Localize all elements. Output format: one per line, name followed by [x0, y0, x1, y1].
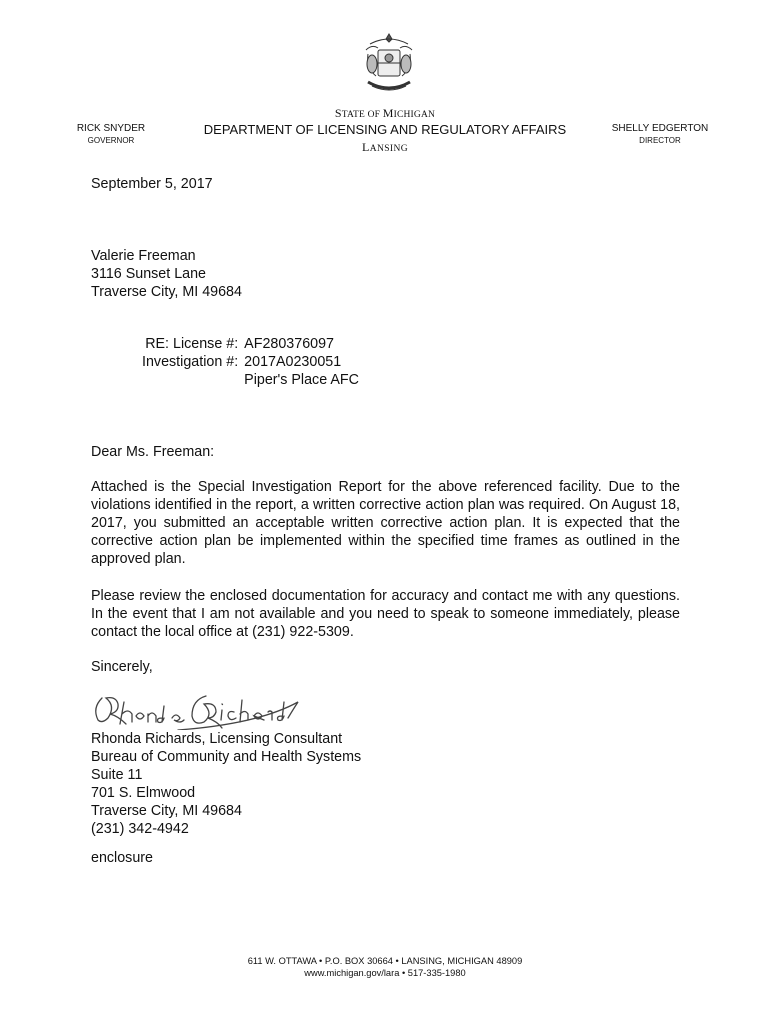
- body-paragraph: Attached is the Special Investigation Report for the above referenced facility. Due to the violations identified in the report, a written corrective action plan was required. On August 18, 2017, you submitted an acceptable written corrective action plan. It is expected that the corrective action plan be implemented within the specified time frames as outlined in the approved plan.: [91, 479, 680, 567]
- investigation-value: 2017A0230051: [244, 354, 342, 370]
- governor-name: RICK SNYDER: [76, 123, 146, 134]
- michigan-state-seal-icon: [358, 30, 420, 100]
- license-label: RE: License #:: [145, 336, 239, 352]
- director-title: DIRECTOR: [639, 136, 681, 145]
- recipient-street: 3116 Sunset Lane: [91, 266, 207, 282]
- signer-suite: Suite 11: [91, 767, 143, 783]
- signer-bureau: Bureau of Community and Health Systems: [91, 749, 362, 765]
- signer-block: [91, 730, 361, 838]
- investigation-label: Investigation #:: [142, 354, 239, 370]
- governor-title: GOVERNOR: [87, 136, 135, 145]
- handwritten-signature: [88, 688, 300, 730]
- salutation: Dear Ms. Freeman:: [91, 444, 215, 460]
- enclosure-note: enclosure: [91, 850, 153, 866]
- recipient-city: Traverse City, MI 49684: [91, 284, 242, 300]
- recipient-name: Valerie Freeman: [91, 248, 196, 264]
- footer-contact: www.michigan.gov/lara • 517-335-1980: [304, 968, 466, 978]
- letter-date: September 5, 2017: [91, 176, 213, 192]
- footer-address: 611 W. OTTAWA • P.O. BOX 30664 • LANSING, MICHIGAN 48909: [247, 956, 523, 966]
- signer-phone: (231) 342-4942: [91, 821, 189, 837]
- license-value: AF280376097: [244, 336, 335, 352]
- state-of-michigan-heading: STATE OF MICHIGAN: [334, 106, 436, 120]
- department-name: DEPARTMENT OF LICENSING AND REGULATORY AFFAIRS: [203, 122, 567, 137]
- city-heading: LANSING: [361, 140, 409, 154]
- reference-block: [142, 335, 359, 389]
- signer-city: Traverse City, MI 49684: [91, 803, 242, 819]
- director-name: SHELLY EDGERTON: [611, 123, 709, 134]
- signer-street: 701 S. Elmwood: [91, 785, 196, 801]
- recipient-address: [91, 247, 242, 301]
- facility-name: Piper's Place AFC: [244, 372, 359, 388]
- closing: Sincerely,: [91, 659, 153, 675]
- body-paragraph: Please review the enclosed documentation for accuracy and contact me with any questions. In the event that I am not available and you need to speak to someone immediately, please contact the local office at (231) 922-5309.: [91, 588, 680, 640]
- signer-name-title: Rhonda Richards, Licensing Consultant: [91, 731, 343, 747]
